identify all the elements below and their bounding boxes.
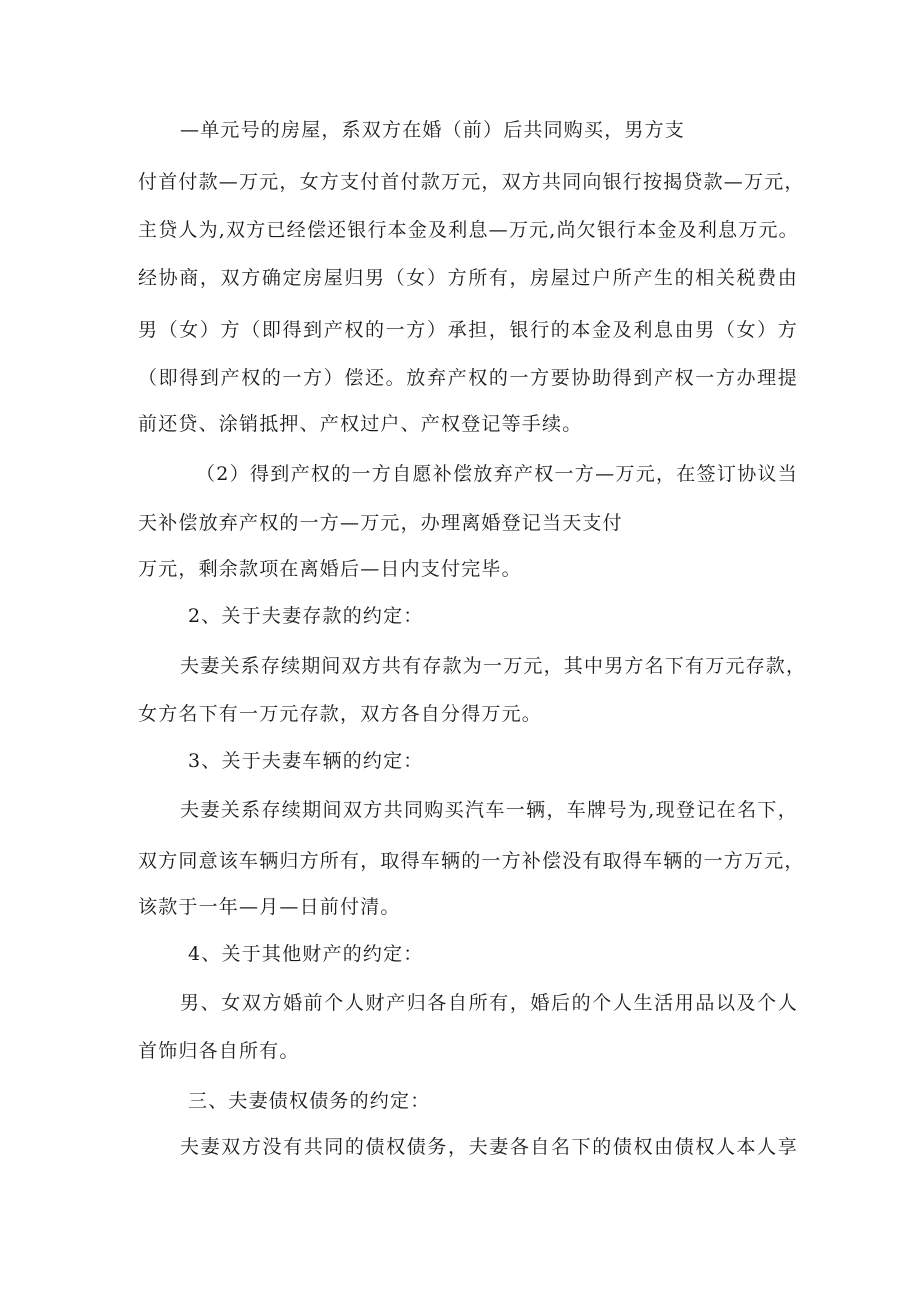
paragraph-line: 万元，剩余款项在离婚后—日内支付完毕。 — [138, 558, 522, 580]
paragraph-line: （2）得到产权的一方自愿补偿放弃产权一方—万元，在签订协议当 — [196, 463, 798, 485]
paragraph-line: 夫妻双方没有共同的债权债务，夫妻各自名下的债权由债权人本人享 — [180, 1136, 798, 1158]
paragraph-line: 前还贷、涂销抵押、产权过户、产权登记等手续。 — [138, 413, 583, 435]
paragraph-line: —单元号的房屋，系双方在婚（前）后共同购买，男方支 — [180, 119, 686, 141]
paragraph-line: 夫妻关系存续期间双方共有存款为一万元，其中男方名下有万元存款， — [180, 655, 807, 677]
section-heading: 4、关于其他财产的约定： — [188, 943, 424, 965]
paragraph-line: 天补偿放弃产权的一方—万元，办理离婚登记当天支付 — [138, 512, 623, 534]
section-heading: 2、关于夫妻存款的约定： — [188, 605, 424, 627]
paragraph-line: 付首付款—万元，女方支付首付款万元，双方共同向银行按揭贷款—万元， — [138, 171, 805, 193]
section-heading: 3、关于夫妻车辆的约定： — [188, 750, 424, 772]
paragraph-line: 经协商，双方确定房屋归男（女）方所有，房屋过户所产生的相关税费由 — [138, 267, 798, 289]
section-heading: 三、夫妻债权债务的约定： — [188, 1090, 431, 1112]
paragraph-line: 主贷人为,双方已经偿还银行本金及利息—万元,尚欠银行本金及利息万元。 — [138, 219, 799, 241]
paragraph-line: 夫妻关系存续期间双方共同购买汽车一辆，车牌号为,现登记在名下， — [180, 799, 798, 821]
paragraph-line: 男（女）方（即得到产权的一方）承担，银行的本金及利息由男（女）方 — [138, 319, 798, 341]
paragraph-line: （即得到产权的一方）偿还。放弃产权的一方要协助得到产权一方办理提 — [138, 367, 798, 389]
paragraph-line: 该款于一年—月—日前付清。 — [138, 896, 401, 918]
paragraph-line: 女方名下有一万元存款，双方各自分得万元。 — [138, 703, 543, 725]
paragraph-line: 首饰归各自所有。 — [138, 1040, 300, 1062]
paragraph-line: 双方同意该车辆归方所有，取得车辆的一方补偿没有取得车辆的一方万元， — [138, 850, 805, 872]
paragraph-line: 男、女双方婚前个人财产归各自所有，婚后的个人生活用品以及个人 — [180, 992, 798, 1014]
